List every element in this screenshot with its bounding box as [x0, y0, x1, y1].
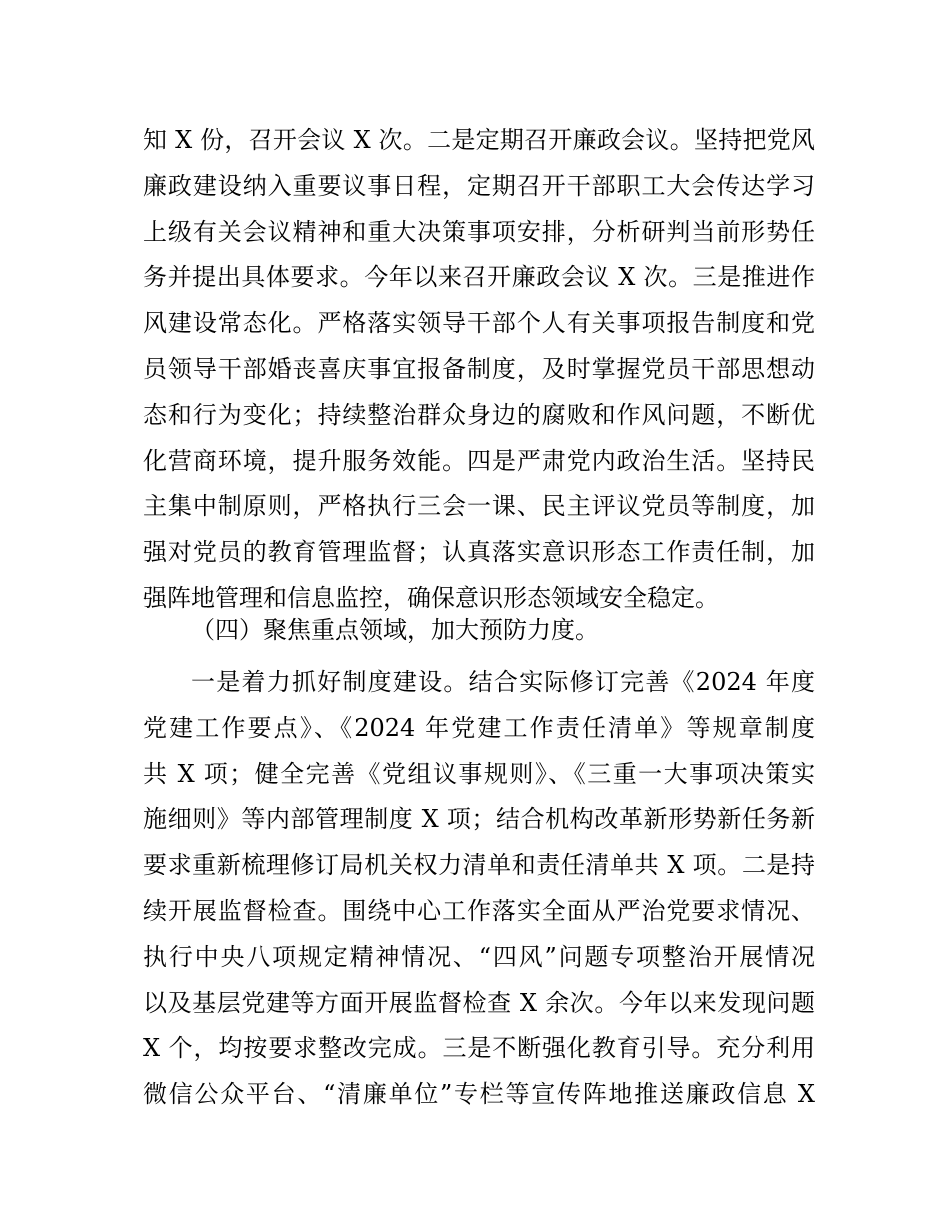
text-line: 共 X 项；健全完善《党组议事规则》、《三重一大事项决策实 — [143, 759, 815, 788]
text-line: 强阵地管理和信息监控，确保意识形态领域安全稳定。 — [143, 583, 719, 612]
text-line: 党建工作要点》、《2024 年党建工作责任清单》等规章制度 — [143, 713, 815, 742]
text-line: 知 X 份，召开会议 X 次。二是定期召开廉政会议。坚持把党风 — [143, 126, 815, 154]
text-line: 务并提出具体要求。今年以来召开廉政会议 X 次。三是推进作 — [143, 263, 815, 292]
text-line: 化营商环境，提升服务效能。四是严肃党内政治生活。坚持民 — [143, 446, 815, 475]
text-line: 一是着力抓好制度建设。结合实际修订完善《2024 年度 — [191, 668, 815, 696]
text-line: 续开展监督检查。围绕中心工作落实全面从严治党要求情况、 — [143, 896, 815, 925]
text-line: 主集中制原则，严格执行三会一课、民主评议党员等制度，加 — [143, 492, 815, 521]
text-line: X 个，均按要求整改完成。三是不断强化教育引导。充分利用 — [143, 1034, 815, 1063]
heading-line: （四）聚焦重点领域，加大预防力度。 — [191, 616, 599, 644]
text-line: 执行中央八项规定精神情况、“四风”问题专项整治开展情况 — [143, 942, 815, 971]
text-line: 态和行为变化；持续整治群众身边的腐败和作风问题，不断优 — [143, 400, 815, 429]
text-line: 强对党员的教育管理监督；认真落实意识形态工作责任制，加 — [143, 538, 815, 567]
text-line: 施细则》等内部管理制度 X 项；结合机构改革新形势新任务新 — [143, 805, 815, 834]
text-line: 以及基层党建等方面开展监督检查 X 余次。今年以来发现问题 — [143, 988, 815, 1017]
text-line: 要求重新梳理修订局机关权力清单和责任清单共 X 项。二是持 — [143, 851, 815, 880]
section-heading — [143, 608, 815, 654]
text-line: 廉政建设纳入重要议事日程，定期召开干部职工大会传达学习 — [143, 171, 815, 200]
text-line: 员领导干部婚丧喜庆事宜报备制度，及时掌握党员干部思想动 — [143, 354, 815, 383]
text-line: 微信公众平台、“清廉单位”专栏等宣传阵地推送廉政信息 X — [143, 1080, 815, 1109]
paragraph-body — [143, 660, 815, 1118]
text-line: 风建设常态化。严格落实领导干部个人有关事项报告制度和党 — [143, 309, 815, 338]
text-line: 上级有关会议精神和重大决策事项安排，分析研判当前形势任 — [143, 217, 815, 246]
paragraph-continuation — [143, 118, 815, 622]
